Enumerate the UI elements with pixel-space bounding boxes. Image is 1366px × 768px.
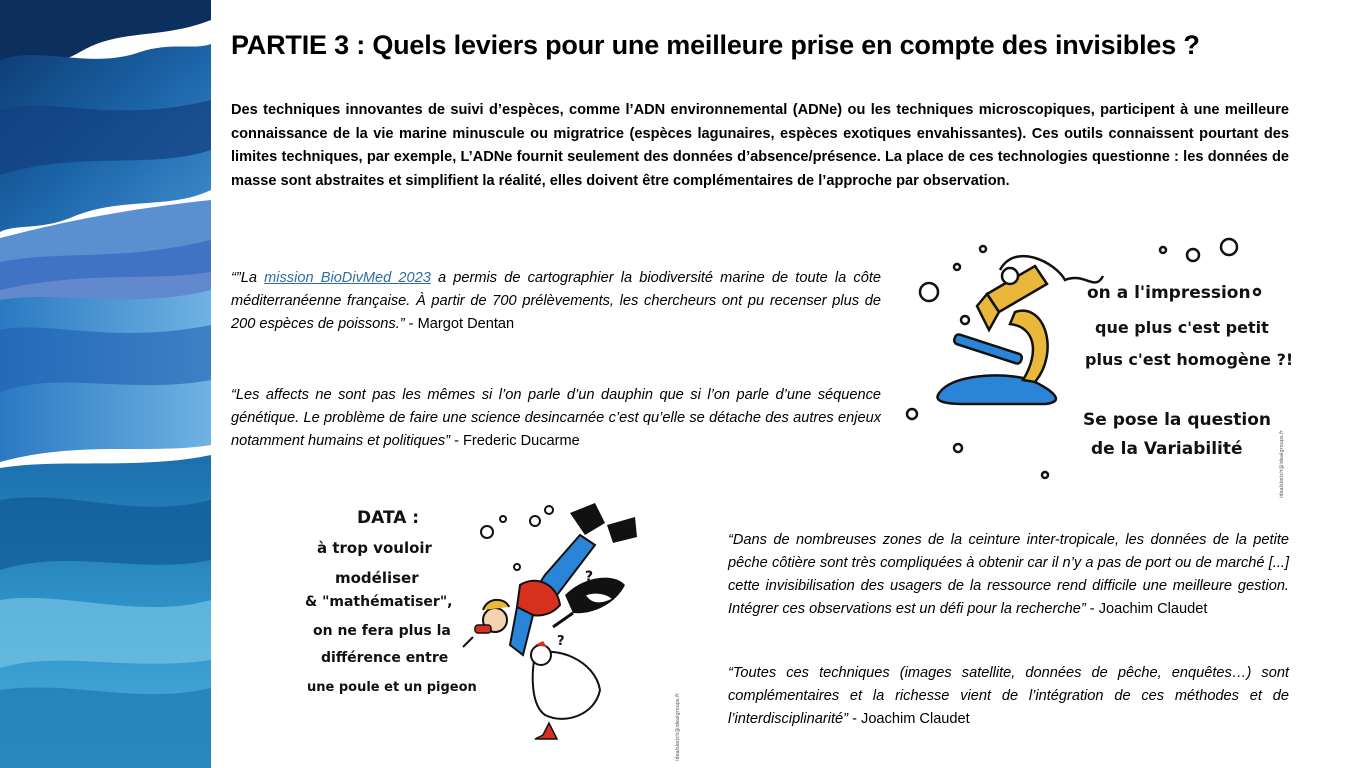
quote-author: - Frederic Ducarme [450, 433, 580, 449]
intro-paragraph: Des techniques innovantes de suivi d’espèces, comme l’ADN environnemental (ADNe) ou les techniques microscopiques, participent à une meilleure connaissance de la vie marine minuscule ou migratrice (espèces lagunaires, espèces exotiques envahissantes). Ces outils connaissent pourtant des limites techniques, par exemple, L’ADNe fournit seulement des données d’absence/présence. La place de ces technologies questionne : les données de masse sont abstraites et simplifient la réalité, elles doivent être complémentaires de l’approche par observation. [231, 102, 1289, 190]
quote-text: “Toutes ces techniques (images satellite, données de pêche, enquêtes…) sont complémentaires et la richesse vient de l’intégration de ces méthodes et de l’interdisciplinarité” [728, 665, 1289, 727]
bubble-icon [1254, 289, 1260, 295]
biodivmed-link[interactable]: mission BioDivMed 2023 [264, 270, 431, 286]
bubble-icon [954, 444, 962, 452]
microscope-illustration [895, 232, 1295, 500]
data-caption-line-2: à trop vouloir [317, 539, 432, 557]
microscope-caption-line-2: que plus c'est petit [1095, 318, 1269, 337]
quote-author: - Joachim Claudet [1085, 601, 1208, 617]
data-caption-line-1: DATA : [357, 508, 420, 528]
quote-author: - Joachim Claudet [848, 711, 970, 727]
page-title: PARTIE 3 : Quels leviers pour une meilleure prise en compte des invisibles ? [231, 30, 1200, 60]
bubble-icon [500, 516, 506, 522]
quote-text: “Dans de nombreuses zones de la ceinture inter-tropicale, les données de la petite pêche côtière sont très compliquées à obtenir car il n’y a pas de port ou de marché [...] cette invisibilisation des usagers de la ressource rend difficile une meilleure gestion. Intégrer ces observations est un défi pour la recherche” [728, 532, 1289, 617]
quote-margot-dentan [231, 267, 881, 336]
microscope-icon [937, 266, 1055, 404]
microscope-sketch [895, 232, 1295, 500]
watercolor-band [0, 0, 211, 768]
bubble-icon [1187, 249, 1199, 261]
bubble-icon [907, 409, 917, 419]
bubble-icon [980, 246, 986, 252]
bubble-icon [514, 564, 520, 570]
data-caption-line-7: une poule et un pigeon [307, 680, 477, 695]
bubble-icon [1160, 247, 1166, 253]
quote-prefix: “”La [231, 270, 265, 286]
bubble-icon [545, 506, 553, 514]
quote-author: - Margot Dentan [404, 316, 515, 332]
data-caption-line-3: modéliser [335, 569, 419, 587]
question-mark: ? [585, 569, 594, 585]
chicken-icon [531, 641, 600, 739]
bubble-icon [961, 316, 969, 324]
illustration-credit: idealsketch@idealgroups.fr [1279, 430, 1285, 498]
bubble-icon [481, 526, 493, 538]
diver-illustration [295, 495, 695, 763]
quote-text: a permis de cartographier la biodiversité marine de toute la côte méditerranéenne française. À partir de 700 prélèvements, les chercheurs ont pu recenser plus de 200 espèces de poissons.” [231, 270, 881, 332]
quote-joachim-claudet-2 [728, 662, 1289, 731]
data-caption-line-5: on ne fera plus la [313, 623, 451, 639]
bubble-icon [920, 283, 938, 301]
watercolor-art [0, 0, 211, 768]
bubble-icon [954, 264, 960, 270]
microscope-caption-line-5: de la Variabilité [1091, 439, 1243, 459]
bubble-icon [530, 516, 540, 526]
quote-frederic-ducarme [231, 384, 881, 453]
illustration-credit: idealsketch@idealgroups.fr [675, 693, 681, 761]
microscope-caption-line-3: plus c'est homogène ?! [1085, 350, 1294, 369]
question-mark: ? [557, 634, 565, 649]
microscope-caption-line-4: Se pose la question [1083, 410, 1271, 430]
data-caption-line-6: différence entre [321, 650, 449, 666]
quote-joachim-claudet-1 [728, 529, 1289, 621]
microscope-caption-line-1: on a l'impression [1087, 283, 1251, 303]
diver-sketch [295, 495, 695, 763]
data-caption-line-4: & "mathématiser", [305, 594, 453, 610]
bubble-icon [1221, 239, 1237, 255]
quote-text: “Les affects ne sont pas les mêmes si l’on parle d’un dauphin que si l’on parle d’une séquence génétique. Le problème de faire une science desincarnée c’est qu’elle se détache des autres enjeux notamment humains et politiques” [231, 387, 881, 449]
bubble-icon [1042, 472, 1048, 478]
